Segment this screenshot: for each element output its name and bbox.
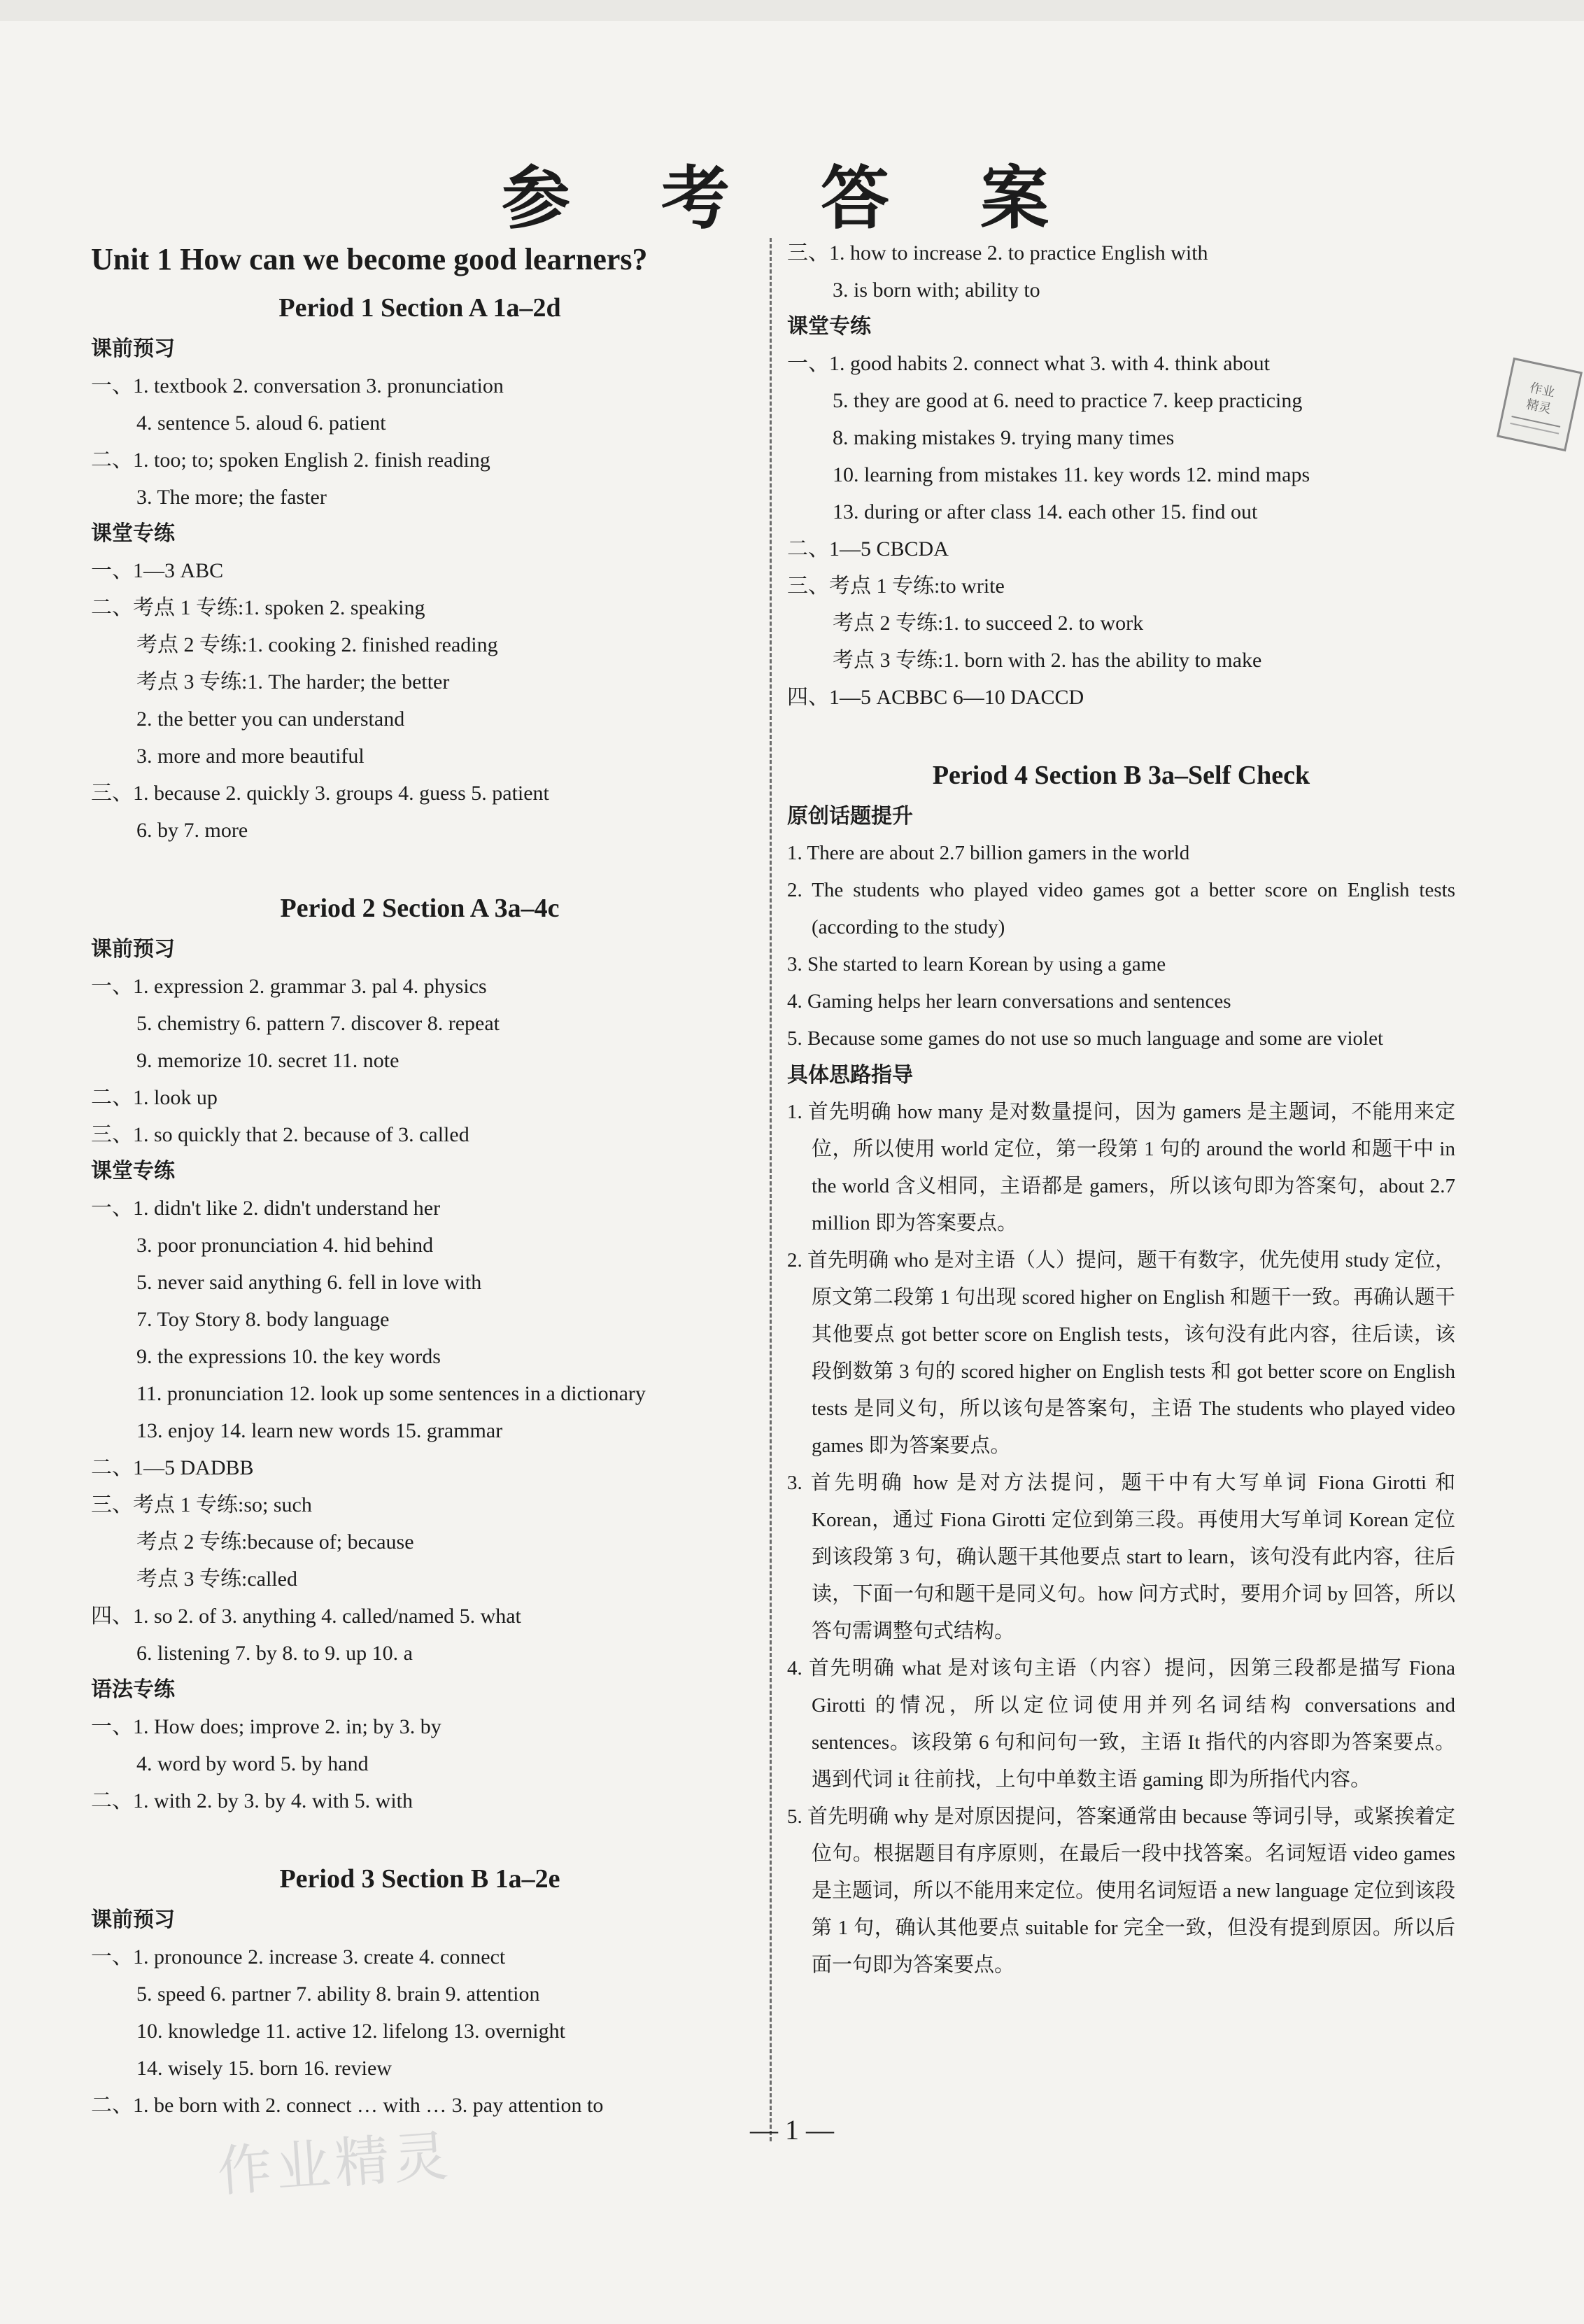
answer-line: 9. memorize 10. secret 11. note — [136, 1049, 399, 1072]
period-1-title: Period 1 Section A 1a–2d — [278, 293, 561, 323]
answer-line: 考点 3 专练:called — [136, 1568, 297, 1591]
left-column — [91, 234, 749, 2124]
guidance-item: 2. 首先明确 who 是对主语（人）提问，题干有数字，优先使用 study 定位，原文第二段第 1 句出现 scored higher on English 和题干一致。再确认题干其他要点 got better score on English tests，该句没有此内容，往后读，该段倒数第 3 句的 scored higher on English tests 和 got better score on English tests 是同义句，所以该句是答案句，主语 The students who played video games 即为答案要点。 — [787, 1249, 1455, 1457]
answer-line: 5. they are good at 6. need to practice 7. keep practicing — [833, 389, 1303, 412]
scan-edge — [0, 0, 1584, 21]
answer-line: 二、考点 1 专练:1. spoken 2. speaking — [91, 596, 425, 619]
answer-line: 一、1. pronounce 2. increase 3. create 4. connect — [91, 1945, 506, 1969]
unit-title: Unit 1 How can we become good learners? — [91, 242, 648, 276]
period-4-title: Period 4 Section B 3a–Self Check — [932, 761, 1310, 790]
answer-line: 二、1. with 2. by 3. by 4. with 5. with — [91, 1789, 413, 1812]
preview-heading: 课前预习 — [91, 1908, 175, 1932]
answer-line: 13. during or after class 14. each other 15. find out — [833, 500, 1258, 523]
answer-line: 三、1. so quickly that 2. because of 3. called — [91, 1123, 469, 1146]
answer-item: 1. There are about 2.7 billion gamers in the world — [787, 842, 1190, 864]
answer-line: 9. the expressions 10. the key words — [136, 1345, 441, 1368]
answer-line: 二、1. look up — [91, 1086, 218, 1109]
answer-line: 14. wisely 15. born 16. review — [136, 2057, 392, 2080]
answer-line: 二、1—5 DADBB — [91, 1456, 254, 1479]
answer-line: 二、1. be born with 2. connect … with … 3. pay attention to — [91, 2094, 604, 2117]
preview-heading: 课前预习 — [91, 937, 175, 962]
answer-line: 三、1. how to increase 2. to practice English with — [787, 241, 1208, 265]
answer-line: 三、考点 1 专练:so; such — [91, 1493, 312, 1516]
answer-line: 考点 2 专练:1. to succeed 2. to work — [833, 612, 1144, 635]
answer-line: 一、1. didn't like 2. didn't understand her — [91, 1197, 441, 1220]
answer-line: 4. sentence 5. aloud 6. patient — [136, 411, 386, 435]
guidance-heading: 具体思路指导 — [787, 1063, 913, 1087]
watermark-logo: 作业精灵 — [215, 2125, 455, 2204]
answer-line: 四、1—5 ACBBC 6—10 DACCD — [787, 686, 1084, 709]
svg-text:作业: 作业 — [1528, 380, 1557, 400]
stamp-logo — [1497, 358, 1583, 451]
preview-heading: 课前预习 — [91, 337, 175, 361]
answer-line: 一、1. textbook 2. conversation 3. pronunciation — [91, 374, 504, 397]
answer-item: 3. She started to learn Korean by using a game — [787, 953, 1166, 976]
guidance-item: 3. 首先明确 how 是对方法提问，题干中有大写单词 Fiona Girotti 和 Korean，通过 Fiona Girotti 定位到第三段。再使用大写单词 Korean 定位到该段第 3 句，确认题干其他要点 start to learn，该句没有此内容，往后读，下面一句和题干是同义句。how 问方式时，要用介词 by 回答，所以答句需调整句式结构。 — [787, 1472, 1455, 1642]
answer-line: 5. speed 6. partner 7. ability 8. brain 9. attention — [136, 1983, 540, 2006]
answer-line: 三、1. because 2. quickly 3. groups 4. guess 5. patient — [91, 782, 549, 805]
answer-line: 5. chemistry 6. pattern 7. discover 8. repeat — [136, 1012, 500, 1035]
answer-line: 考点 2 专练:1. cooking 2. finished reading — [136, 633, 498, 656]
answer-line: 10. knowledge 11. active 12. lifelong 13. overnight — [136, 2020, 565, 2043]
answer-line: 考点 2 专练:because of; because — [136, 1530, 414, 1554]
answer-line: 一、1. How does; improve 2. in; by 3. by — [91, 1715, 441, 1738]
period-3-title: Period 3 Section B 1a–2e — [279, 1864, 560, 1894]
answer-item: 2. The students who played video games got a better score on English tests (according to the study) — [787, 879, 1455, 938]
answer-line: 一、1. good habits 2. connect what 3. with 4. think about — [787, 352, 1270, 375]
answer-line: 4. word by word 5. by hand — [136, 1752, 369, 1775]
original-topic-heading: 原创话题提升 — [787, 804, 913, 829]
classwork-heading: 课堂专练 — [91, 521, 175, 546]
guidance-item: 1. 首先明确 how many 是对数量提问，因为 gamers 是主题词，不能用来定位，所以使用 world 定位，第一段第 1 句的 around the world 和题干中 in the world 含义相同，主语都是 gamers，所以该句即为答案句，about 2.7 million 即为答案要点。 — [787, 1101, 1455, 1234]
page-number: — 1 — — [750, 2114, 834, 2146]
page-title: 参 考 答 案 — [501, 158, 1083, 239]
answer-line: 7. Toy Story 8. body language — [136, 1308, 390, 1331]
classwork-heading: 课堂专练 — [91, 1159, 175, 1183]
answer-line: 6. listening 7. by 8. to 9. up 10. a — [136, 1642, 413, 1665]
answer-line: 6. by 7. more — [136, 819, 248, 842]
answer-line: 5. never said anything 6. fell in love with — [136, 1271, 482, 1294]
answer-line: 13. enjoy 14. learn new words 15. grammar — [136, 1419, 503, 1442]
answer-line: 3. more and more beautiful — [136, 745, 365, 768]
answer-line: 10. learning from mistakes 11. key words 12. mind maps — [833, 463, 1310, 486]
answer-line: 3. is born with; ability to — [833, 279, 1040, 302]
answer-line: 四、1. so 2. of 3. anything 4. called/named 5. what — [91, 1605, 521, 1628]
classwork-heading: 课堂专练 — [787, 314, 871, 339]
answer-item: 5. Because some games do not use so much language and some are violet — [787, 1027, 1384, 1050]
answer-line: 3. The more; the faster — [136, 486, 327, 509]
guidance-item: 4. 首先明确 what 是对该句主语（内容）提问，因第三段都是描写 Fiona Girotti 的情况，所以定位词使用并列名词结构 conversations and sentences。该段第 6 句和问句一致，主语 It 指代的内容即为答案要点。遇到代词 it 往前找，上句中单数主语 gaming 即为所指代内容。 — [787, 1657, 1455, 1791]
grammar-heading: 语法专练 — [91, 1677, 175, 1702]
answer-line: 3. poor pronunciation 4. hid behind — [136, 1234, 434, 1257]
period-2-title: Period 2 Section A 3a–4c — [280, 894, 560, 923]
right-column — [787, 234, 1455, 1984]
answer-line: 考点 3 专练:1. born with 2. has the ability to make — [833, 649, 1262, 672]
answer-item: 4. Gaming helps her learn conversations and sentences — [787, 990, 1231, 1013]
column-divider — [770, 238, 772, 2141]
answer-line: 二、1—5 CBCDA — [787, 537, 949, 561]
answer-line: 三、考点 1 专练:to write — [787, 575, 1005, 598]
answer-line: 一、1. expression 2. grammar 3. pal 4. physics — [91, 975, 487, 998]
answer-line: 二、1. too; to; spoken English 2. finish reading — [91, 449, 490, 472]
answer-line: 11. pronunciation 12. look up some sentences in a dictionary — [136, 1382, 646, 1405]
answer-line: 一、1—3 ABC — [91, 559, 224, 582]
svg-text:精灵: 精灵 — [1525, 397, 1553, 417]
guidance-item: 5. 首先明确 why 是对原因提问，答案通常由 because 等词引导，或紧挨着定位句。根据题目有序原则，在最后一段中找答案。名词短语 video games 是主题词，所以不能用来定位。使用名词短语 a new language 定位到该段第 1 句，确认其他要点 suitable for 完全一致，但没有提到原因。所以后面一句即为答案要点。 — [787, 1805, 1455, 1976]
answer-line: 考点 3 专练:1. The harder; the better — [136, 670, 450, 693]
answer-line: 8. making mistakes 9. trying many times — [833, 426, 1175, 449]
answer-line: 2. the better you can understand — [136, 707, 405, 731]
